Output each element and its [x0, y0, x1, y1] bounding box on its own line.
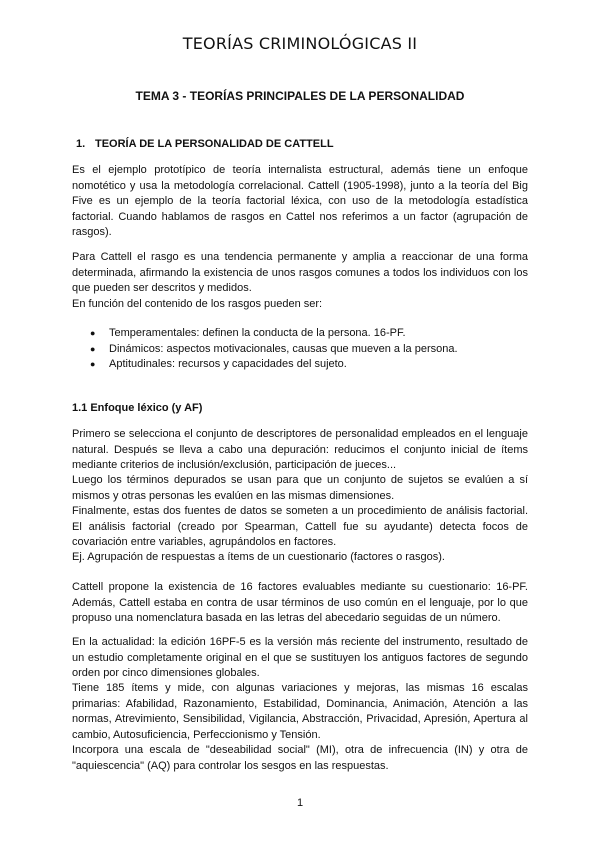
- bullet-icon: ●: [90, 343, 96, 354]
- paragraph-16-factores: Cattell propone la existencia de 16 factores evaluables mediante su cuestionario: 16-PF. Además, Cattell estaba en contra de usar términos de uso común en el lenguaje, por lo que propuso una nomenclatura basada en las letras del abecedario seguidas de un número.: [72, 581, 528, 624]
- bullet-icon: ●: [90, 359, 96, 369]
- list-item-text: Dinámicos: aspectos motivacionales, causas que mueven a la persona.: [109, 342, 458, 355]
- paragraph-ejemplo: Ej. Agrupación de respuestas a ítems de un cuestionario (factores o rasgos).: [72, 551, 445, 563]
- paragraph-sesgos: Incorpora una escala de "deseabilidad social" (MI), otra de infrecuencia (IN) y otra de "aquiescencia" (AQ) para controlar los sesgos en las respuestas.: [72, 744, 528, 772]
- paragraph-descriptores: Primero se selecciona el conjunto de descriptores de personalidad empleados en el lenguaje natural. Después se lleva a cabo una depuración: reducimos el conjunto inicial de ítems mediante criterios de inclusión/exclusión, participación de jueces...: [72, 428, 528, 471]
- section-number: 1.: [76, 138, 86, 150]
- document-title: TEORÍAS CRIMINOLÓGICAS II: [182, 34, 418, 53]
- list-item: [72, 342, 528, 358]
- list-item: [72, 357, 528, 373]
- paragraph-16pf5: En la actualidad: la edición 16PF-5 es la versión más reciente del instrumento, resultado de un estudio completamente original en el que se sustituyen los antiguos factores de segundo orden por cinco dimensiones globales.: [72, 636, 528, 679]
- paragraph-terminos-depurados: Luego los términos depurados se usan para que un conjunto de sujetos se evalúen a sí mismos y otras personas les evalúen en las mismas dimensiones.: [72, 474, 528, 502]
- chapter-title: TEMA 3 - TEORÍAS PRINCIPALES DE LA PERSONALIDAD: [135, 89, 465, 103]
- section-heading-text: TEORÍA DE LA PERSONALIDAD DE CATTELL: [95, 138, 334, 150]
- paragraph-analisis-factorial: Finalmente, estas dos fuentes de datos se someten a un procedimiento de análisis factorial. El análisis factorial (creado por Spearman, Cattell fue su ayudante) detecta focos de covariación entre variables, agrupándolos en factores.: [72, 505, 528, 548]
- list-item-text: Temperamentales: definen la conducta de la persona. 16-PF.: [109, 327, 406, 339]
- list-item-text: Aptitudinales: recursos y capacidades del sujeto.: [109, 358, 347, 370]
- paragraph-intro: Es el ejemplo prototípico de teoría internalista estructural, además tiene un enfoque nomotético y usa la metodología correlacional. Cattell (1905-1998), junto a la teoría del Big Five es un ejemplo de la teoría factorial léxica, con uso de la metodología estadística factorial. Cuando hablamos de rasgos en Cattel nos referimos a un factor (agrupación de rasgos).: [72, 164, 528, 238]
- bullet-icon: ●: [90, 328, 96, 338]
- subsection-heading-enfoque-lexico: 1.1 Enfoque léxico (y AF): [72, 402, 203, 414]
- list-item: [72, 326, 528, 342]
- section-heading-cattell: [76, 138, 334, 150]
- paragraph-rasgo-definition: Para Cattell el rasgo es una tendencia permanente y amplia a reaccionar de una forma determinada, afirmando la existencia de unos rasgos comunes a todos los individuos con los que pueden ser descritos y medidos.: [72, 251, 528, 294]
- paragraph-escalas-primarias: Tiene 185 ítems y mide, con algunas variaciones y mejoras, las mismas 16 escalas primarias: Afabilidad, Razonamiento, Estabilidad, Dominancia, Animación, Atención a las normas, Atrevimiento, Sensibilidad, Vigilancia, Abstracción, Privacidad, Apresión, Apertura al cambio, Autosuficiencia, Perfeccionismo y Tensión.: [72, 682, 528, 741]
- rasgo-types-list: [72, 326, 528, 373]
- paragraph-rasgo-types-intro: En función del contenido de los rasgos pueden ser:: [72, 298, 323, 310]
- page-number: 1: [296, 797, 304, 809]
